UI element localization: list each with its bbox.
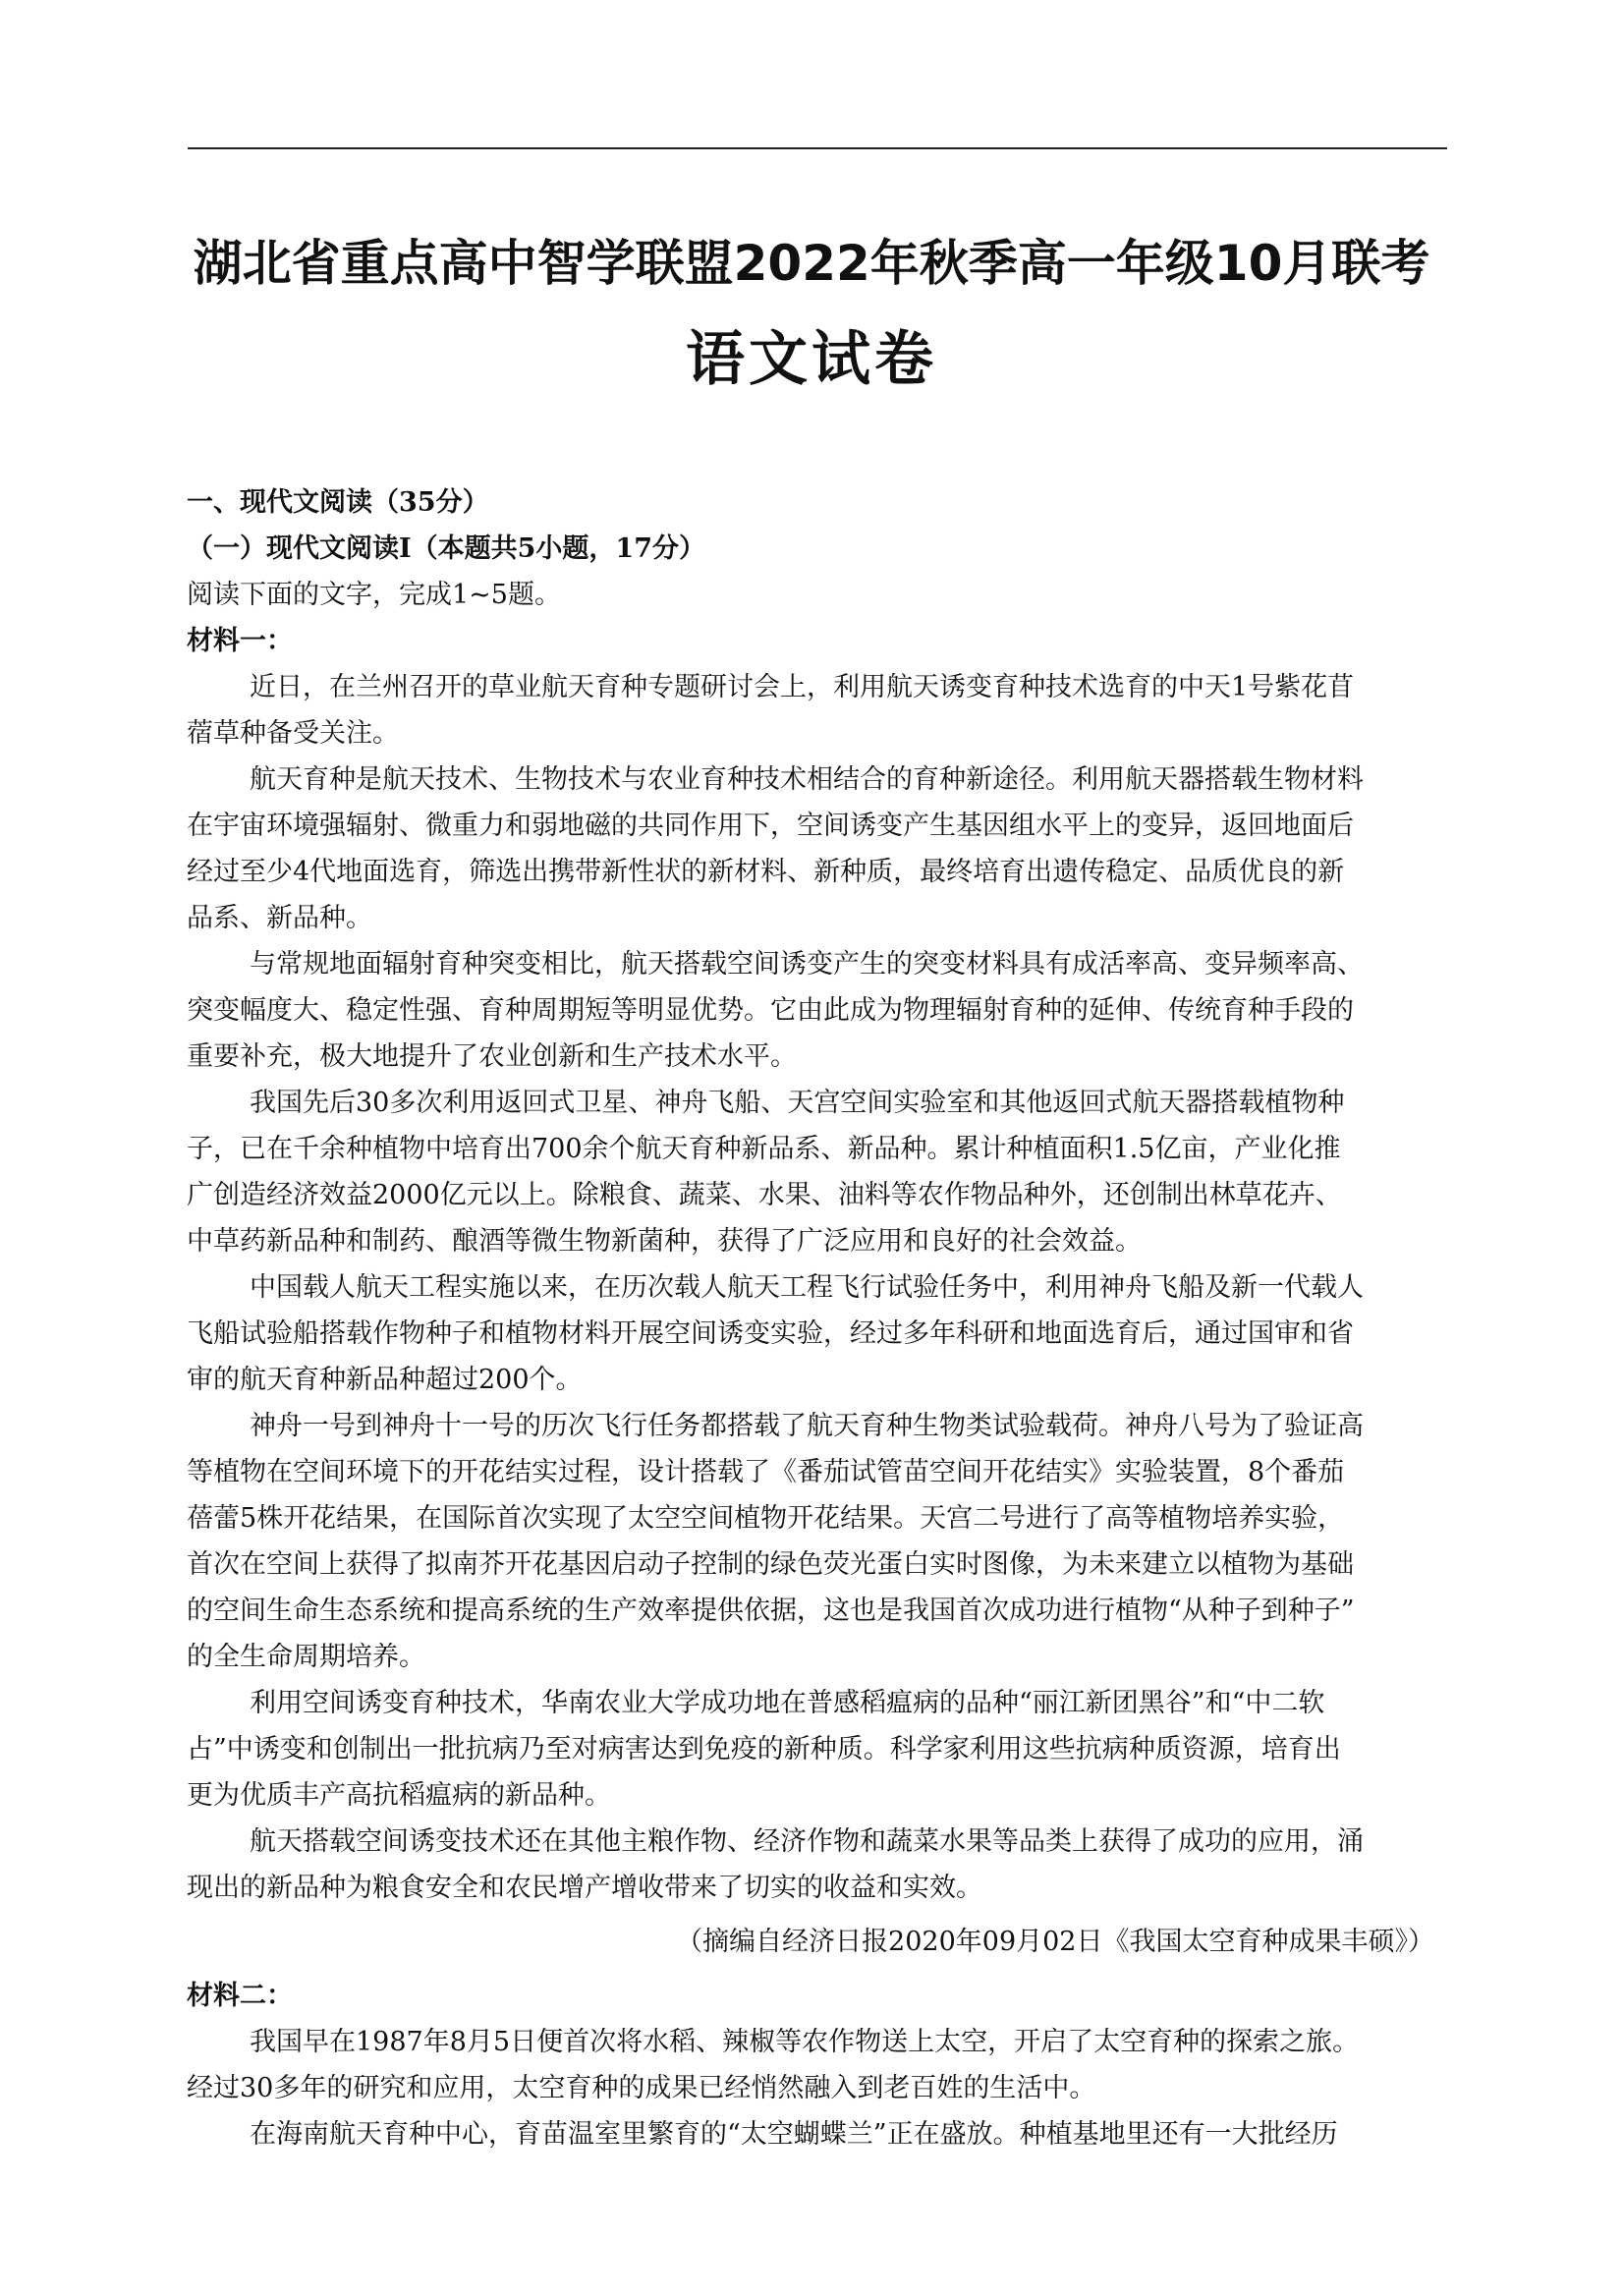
paragraph-line: 中草药新品种和制药、酿酒等微生物新菌种，获得了广泛应用和良好的社会效益。 (187, 1226, 1142, 1257)
paragraph-line: 经过30多年的研究和应用，太空育种的成果已经悄然融入到老百姓的生活中。 (187, 2073, 1096, 2103)
paragraph-line: 中国载人航天工程实施以来，在历次载人航天工程飞行试验任务中，利用神舟飞船及新一代载人 (250, 1272, 1364, 1303)
paragraph-line: 的空间生命生态系统和提高系统的生产效率提供依据，这也是我国首次成功进行植物“从种子到种子” (187, 1596, 1355, 1626)
material1-source: （摘编自经济日报2020年09月02日《我国太空育种成果丰硕》） (676, 1927, 1434, 1957)
material1-label: 材料一： (187, 626, 293, 656)
paragraph-line: 与常规地面辐射育种突变相比，航天搭载空间诱变产生的突变材料具有成活率高、变异频率高、 (250, 949, 1364, 980)
paragraph-line: 神舟一号到神舟十一号的历次飞行任务都搭载了航天育种生物类试验载荷。神舟八号为了验证高 (250, 1411, 1364, 1441)
instruction-text: 阅读下面的文字，完成1~5题。 (187, 580, 561, 610)
material2-label: 材料二： (187, 1981, 293, 2011)
paragraph-line: 经过至少4代地面选育，筛选出携带新性状的新材料、新种质，最终培育出遗传稳定、品质优良的新 (187, 857, 1345, 887)
paragraph-line: 突变幅度大、稳定性强、育种周期短等明显优势。它由此成为物理辐射育种的延伸、传统育种手段的 (187, 995, 1354, 1026)
paragraph-line: 更为优质丰产高抗稻瘟病的新品种。 (187, 1780, 611, 1811)
paragraph-line: 品系、新品种。 (187, 903, 372, 933)
paragraph-line: 在海南航天育种中心，育苗温室里繁育的“太空蝴蝶兰”正在盛放。种植基地里还有一大批经历 (250, 2119, 1338, 2150)
paragraph-line: 蓿草种备受关注。 (187, 718, 399, 749)
section-heading: 一、现代文阅读（35分） (187, 487, 489, 518)
paragraph-line: 航天育种是航天技术、生物技术与农业育种技术相结合的育种新途径。利用航天器搭载生物材料 (250, 764, 1364, 795)
paragraph-line: 我国先后30多次利用返回式卫星、神舟飞船、天宫空间实验室和其他返回式航天器搭载植物种 (250, 1088, 1345, 1118)
subsection-heading: （一）现代文阅读Ⅰ（本题共5小题，17分） (187, 533, 705, 564)
paragraph-line: 利用空间诱变育种技术，华南农业大学成功地在普感稻瘟病的品种“丽江新团黑谷”和“中二软 (250, 1688, 1325, 1718)
paragraph-line: 等植物在空间环境下的开花结实过程，设计搭载了《番茄试管苗空间开花结实》实验装置，8个番茄 (187, 1457, 1345, 1487)
paragraph-line: 我国早在1987年8月5日便首次将水稻、辣椒等农作物送上太空，开启了太空育种的探索之旅。 (250, 2027, 1360, 2057)
paragraph-line: 占”中诱变和创制出一批抗病乃至对病害达到免疫的新种质。科学家利用这些抗病种质资源，培育出 (187, 1734, 1341, 1764)
paragraph-line: 审的航天育种新品种超过200个。 (187, 1365, 583, 1395)
paragraph-line: 首次在空间上获得了拟南芥开花基因启动子控制的绿色荧光蛋白实时图像，为未来建立以植物为基础 (187, 1549, 1354, 1580)
paragraph-line: 的全生命周期培养。 (187, 1642, 425, 1672)
paragraph-line: 在宇宙环境强辐射、微重力和弱地磁的共同作用下，空间诱变产生基因组水平上的变异，返回地面后 (187, 811, 1354, 841)
paragraph-line: 飞船试验船搭载作物种子和植物材料开展空间诱变实验，经过多年科研和地面选育后，通过国审和省 (187, 1318, 1354, 1349)
paragraph-line: 蓓蕾5株开花结果，在国际首次实现了太空空间植物开花结果。天宫二号进行了高等植物培养实验， (187, 1503, 1345, 1534)
paragraph-line: 现出的新品种为粮食安全和农民增产增收带来了切实的收益和实效。 (187, 1873, 982, 1903)
exam-subject-title: 语文试卷 (686, 325, 937, 394)
paragraph-line: 近日，在兰州召开的草业航天育种专题研讨会上，利用航天诱变育种技术选育的中天1号紫花苜 (250, 672, 1355, 702)
paragraph-line: 子，已在千余种植物中培育出700余个航天育种新品系、新品种。累计种植面积1.5亿亩，产业化推 (187, 1134, 1341, 1164)
paragraph-line: 重要补充，极大地提升了农业创新和生产技术水平。 (187, 1041, 797, 1072)
exam-title: 湖北省重点高中智学联盟2022年秋季高一年级10月联考 (193, 235, 1430, 292)
exam-body (187, 479, 1454, 2157)
paragraph-line: 航天搭载空间诱变技术还在其他主粮作物、经济作物和蔬菜水果等品类上获得了成功的应用，涌 (250, 1826, 1364, 1857)
paragraph-line: 广创造经济效益2000亿元以上。除粮食、蔬菜、水果、油料等农作物品种外，还创制出林草花卉、 (187, 1180, 1342, 1210)
top-rule (188, 147, 1447, 149)
